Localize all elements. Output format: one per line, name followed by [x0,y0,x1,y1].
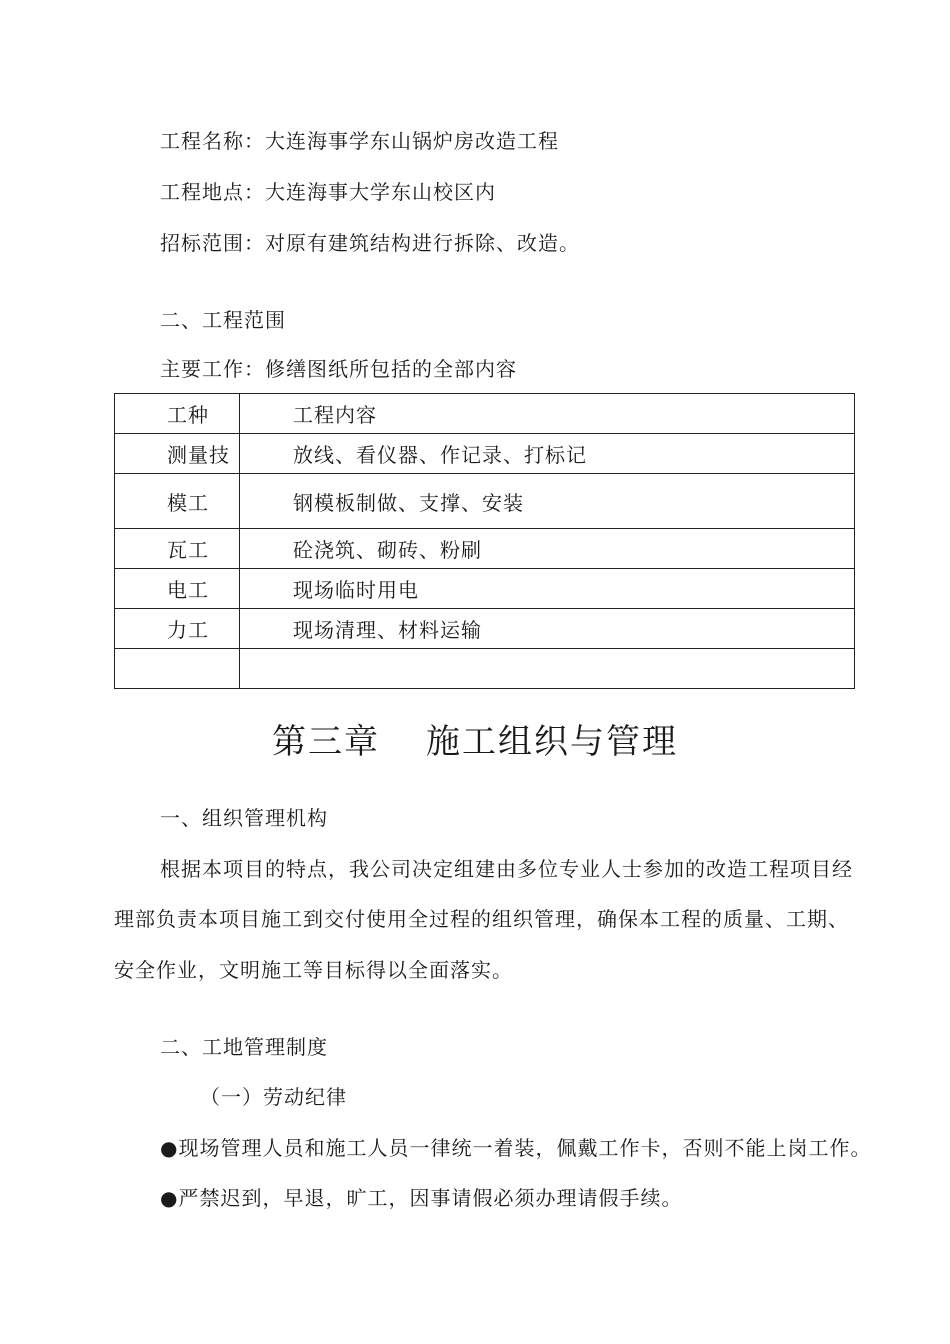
table-row [115,569,855,609]
table-cell-content: 砼浇筑、砌砖、粉刷 [240,529,855,569]
org-paragraph-line: 根据本项目的特点，我公司决定组建由多位专业人士参加的改造工程项目经 [160,857,853,881]
table-cell-type: 模工 [115,474,240,529]
chapter-title [0,718,950,766]
table-cell-content [240,649,855,689]
table-cell-type: 电工 [115,569,240,609]
chapter-name: 施工组织与管理 [426,722,678,762]
table-cell-type: 测量技 [115,434,240,474]
work-scope-table [114,393,855,689]
section-heading-scope: 二、工程范围 [160,308,286,332]
chapter-number: 第三章 [272,722,380,762]
bidding-scope: 招标范围：对原有建筑结构进行拆除、改造。 [160,231,580,255]
table-cell-type: 瓦工 [115,529,240,569]
bullet-item: ●现场管理人员和施工人员一律统一着装，佩戴工作卡，否则不能上岗工作。 [160,1136,872,1160]
project-name: 工程名称：大连海事学东山锅炉房改造工程 [160,129,559,153]
section-heading-org: 一、组织管理机构 [160,806,328,830]
table-header-cell: 工程内容 [240,394,855,434]
bullet-item: ●严禁迟到，早退，旷工，因事请假必须办理请假手续。 [160,1186,683,1210]
project-location: 工程地点：大连海事大学东山校区内 [160,180,496,204]
table-row [115,474,855,529]
table-cell-content: 现场临时用电 [240,569,855,609]
table-row [115,434,855,474]
table-cell-content: 现场清理、材料运输 [240,609,855,649]
org-paragraph-line: 安全作业，文明施工等目标得以全面落实。 [114,958,513,982]
subheading-labor-discipline: （一）劳动纪律 [200,1085,347,1109]
table-cell-content: 放线、看仪器、作记录、打标记 [240,434,855,474]
table-cell-type [115,649,240,689]
table-row [115,529,855,569]
section-heading-site: 二、工地管理制度 [160,1035,328,1059]
main-work: 主要工作：修缮图纸所包括的全部内容 [160,357,517,381]
table-cell-type: 力工 [115,609,240,649]
table-header-row [115,394,855,434]
table-cell-content: 钢模板制做、支撑、安装 [240,474,855,529]
org-paragraph-line: 理部负责本项目施工到交付使用全过程的组织管理，确保本工程的质量、工期、 [114,907,849,931]
table-header-cell: 工种 [115,394,240,434]
table-row [115,649,855,689]
table-row [115,609,855,649]
